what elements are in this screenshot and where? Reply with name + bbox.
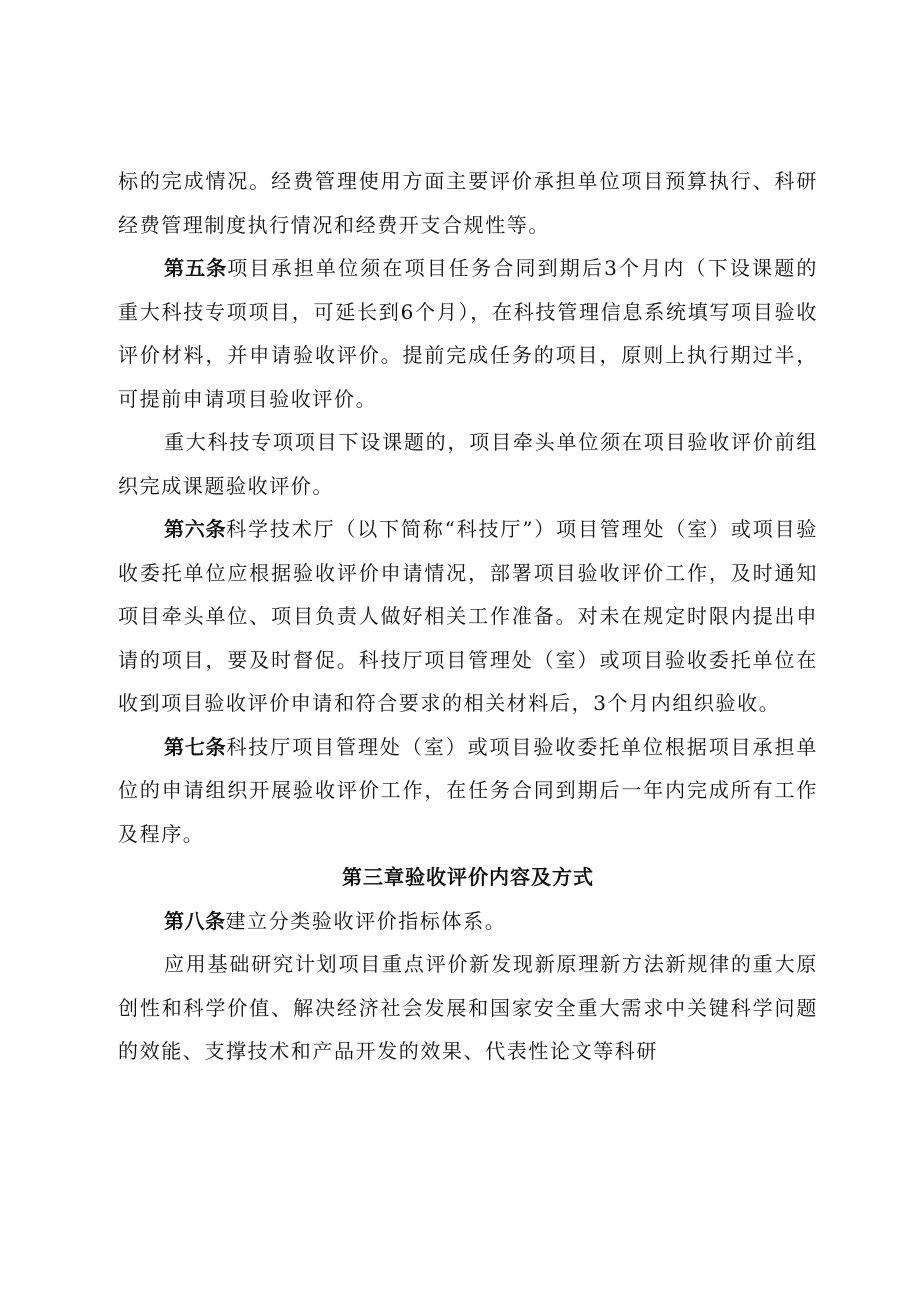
paragraph-text: 项目承担单位须在项目任务合同到期后3个月内（下设课题的重大科技专项项目，可延长到6个月），在科技管理信息系统填写项目验收评价材料，并申请验收评价。提前完成任务的项目，原则上执行期过半，可提前申请项目验收评价。: [118, 256, 818, 411]
paragraph-text: 建立分类验收评价指标体系。: [225, 908, 507, 933]
paragraph-text: 应用基础研究计划项目重点评价新发现新原理新方法新规律的重大原创性和科学价值、解决经济社会发展和国家安全重大需求中关键科学问题的效能、支撑技术和产品开发的效果、代表性论文等科研: [118, 952, 818, 1063]
paragraph-article-6: [118, 508, 818, 726]
paragraph-text: 科学技术厅（以下简称“科技厅”）项目管理处（室）或项目验收委托单位应根据验收评价申请情况，部署项目验收评价工作，及时通知项目牵头单位、项目负责人做好相关工作准备。对未在规定时限内提出申请的项目，要及时督促。科技厅项目管理处（室）或项目验收委托单位在收到项目验收评价申请和符合要求的相关材料后，3个月内组织验收。: [118, 517, 819, 715]
paragraph-text: 重大科技专项项目下设课题的，项目牵头单位须在项目验收评价前组织完成课题验收评价。: [118, 430, 818, 498]
article-number: 第六条: [164, 517, 227, 541]
article-number: 第五条: [164, 256, 228, 280]
paragraph-text: 标的完成情况。经费管理使用方面主要评价承担单位项目预算执行、科研经费管理制度执行情况和经费开支合规性等。: [118, 169, 818, 237]
chapter-heading: 第三章验收评价内容及方式: [342, 865, 594, 889]
article-number: 第八条: [164, 908, 226, 933]
article-number: 第七条: [164, 734, 227, 759]
paragraph-text: 科技厅项目管理处（室）或项目验收委托单位根据项目承担单位的申请组织开展验收评价工作，在任务合同到期后一年内完成所有工作及程序。: [118, 734, 819, 846]
paragraph-article-8: [118, 900, 818, 944]
paragraph-article-7: [118, 726, 818, 857]
paragraph-subtopic: [118, 421, 818, 508]
paragraph-applied-research: [118, 943, 818, 1074]
paragraph-continuation: [118, 160, 818, 247]
document-body: [118, 160, 818, 1074]
paragraph-article-5: [118, 247, 818, 421]
